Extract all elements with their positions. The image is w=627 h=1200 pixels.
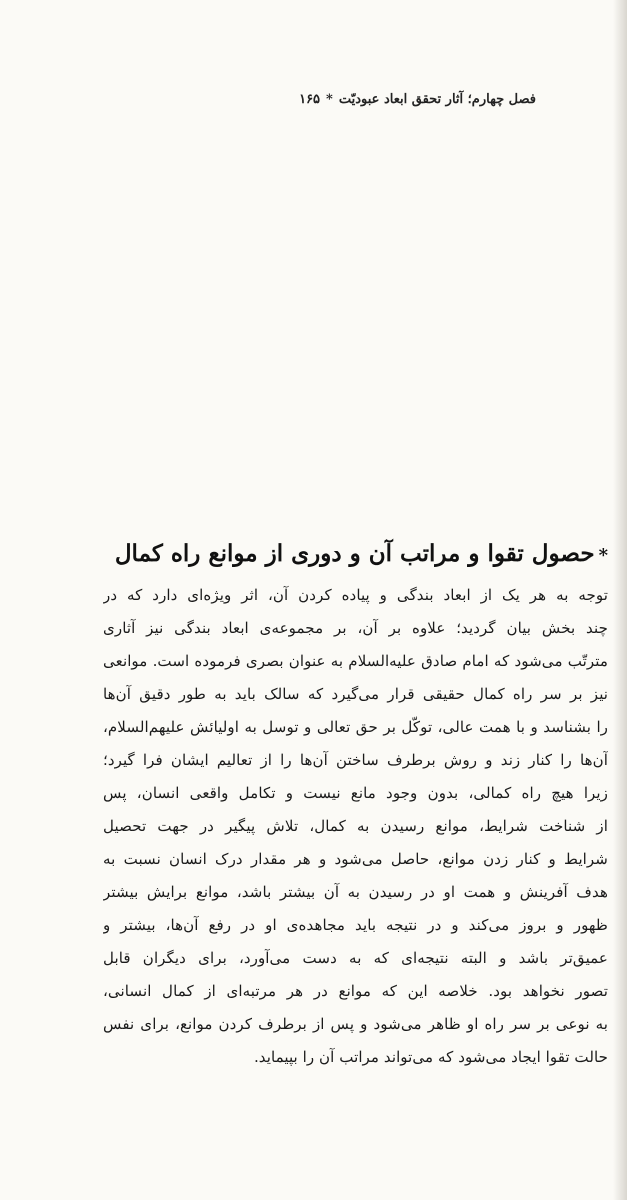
body-line: چند بخش بیان گردید؛ علاوه بر آن، بر مجموعه‌ی ابعاد بندگی نیز آثاری [103, 619, 608, 637]
body-line: عمیق‌تر باشد و البته نتیجه‌ای که به دست می‌آورد، برای دیگران قابل [103, 949, 608, 967]
body-line: آن‌ها را کنار زند و روش برطرف ساختن آن‌ها را از تعالیم ایشان فرا گیرد؛ [103, 751, 608, 769]
body-line: تصور نخواهد بود. خلاصه این که موانع در هر مرتبه‌ای از کمال انسانی، [103, 982, 608, 1000]
body-line: نیز بر سر راه کمال حقیقی قرار می‌گیرد که سالک باید به طور دقیق آن‌ها [103, 685, 608, 703]
body-line: از شناخت شرایط، موانع رسیدن به کمال، تلاش پیگیر در جهت تحصیل [103, 817, 608, 835]
body-line: زیرا هیچ راه کمالی، بدون وجود مانع نیست و تکامل واقعی انسان، پس [103, 784, 608, 802]
page-number: ۱۶۵ [299, 92, 321, 107]
section-title [90, 537, 608, 573]
section-body [90, 579, 608, 1074]
chapter-title: فصل چهارم؛ آثار تحقق ابعاد عبودیّت [338, 92, 536, 107]
body-line: هدف آفرینش و همت او در رسیدن به آن بیشتر باشد، موانع برایش بیشتر [103, 883, 608, 901]
running-header [96, 92, 536, 107]
section-title-text: حصول تقوا و مراتب آن و دوری از موانع راه کمال [114, 540, 595, 567]
body-line: شرایط و کنار زدن موانع، حاصل می‌شود و هر مقدار درک انسان نسبت به [103, 850, 608, 868]
body-line: توجه به هر یک از ابعاد بندگی و پیاده کردن آن، اثر ویژه‌ای دارد که در [103, 586, 608, 604]
header-separator: * [326, 92, 333, 107]
body-line: را بشناسد و با همت عالی، توکّل بر حق تعالی و توسل به اولیائش علیهم‌السلام، [103, 718, 608, 736]
body-line: ظهور و بروز می‌کند و در نتیجه باید مجاهده‌ی او در رفع آن‌ها، بیشتر و [103, 916, 608, 934]
body-line: به نوعی بر سر راه او ظاهر می‌شود و پس از برطرف کردن موانع، برای نفس [103, 1015, 608, 1033]
body-line: حالت تقوا ایجاد می‌شود که می‌تواند مراتب آن را بپیماید. [253, 1048, 608, 1066]
section-marker-icon: * [598, 545, 608, 566]
body-line: مترتّب می‌شود که امام صادق علیه‌السلام به عنوان بصری فرموده است. موانعی [103, 652, 608, 670]
page-edge-shadow [613, 0, 627, 1200]
section-block [90, 537, 608, 1074]
